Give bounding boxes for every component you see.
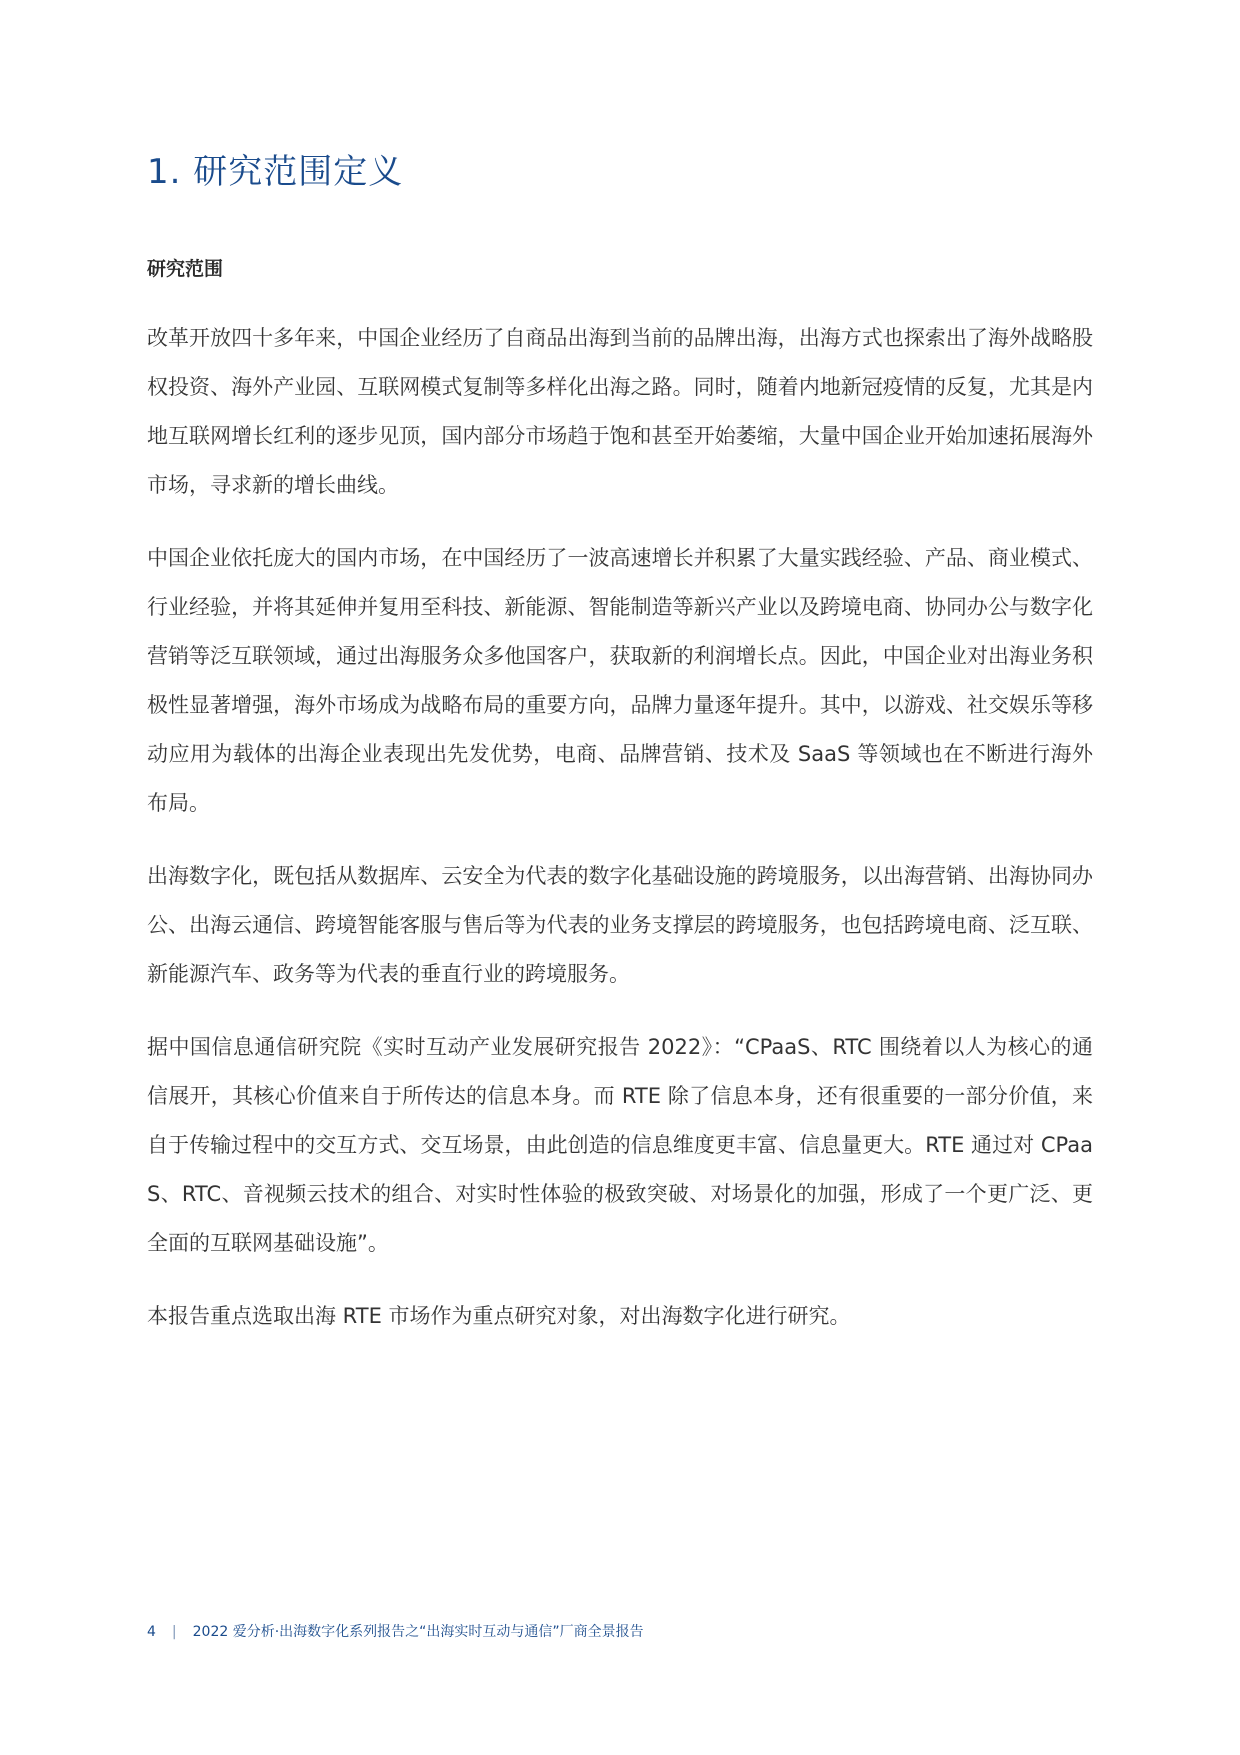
paragraph-domestic-market: 中国企业依托庞大的国内市场，在中国经历了一波高速增长并积累了大量实践经验、产品、商业模式、行业经验，并将其延伸并复用至科技、新能源、智能制造等新兴产业以及跨境电商、协同办公与数字化营销等泛互联领域，通过出海服务众多他国客户，获取新的利润增长点。因此，中国企业对出海业务积极性显著增强，海外市场成为战略布局的重要方向，品牌力量逐年提升。其中，以游戏、社交娱乐等移动应用为载体的出海企业表现出先发优势，电商、品牌营销、技术及 SaaS 等领域也在不断进行海外布局。 <box>147 546 1093 815</box>
body-text <box>147 314 1093 1365</box>
footer-report-title: 2022 爱分析·出海数字化系列报告之“出海实时互动与通信”厂商全景报告 <box>192 1624 644 1640</box>
page-title: 1. 研究范围定义 <box>147 152 404 192</box>
page-footer <box>147 1623 644 1643</box>
footer-separator: | <box>171 1624 177 1640</box>
paragraph-reform-opening: 改革开放四十多年来，中国企业经历了自商品出海到当前的品牌出海，出海方式也探索出了海外战略股权投资、海外产业园、互联网模式复制等多样化出海之路。同时，随着内地新冠疫情的反复，尤其是内地互联网增长红利的逐步见顶，国内部分市场趋于饱和甚至开始萎缩，大量中国企业开始加速拓展海外市场，寻求新的增长曲线。 <box>147 326 1093 497</box>
section-heading: 研究范围 <box>147 258 224 280</box>
paragraph-report-focus: 本报告重点选取出海 RTE 市场作为重点研究对象，对出海数字化进行研究。 <box>147 1304 851 1328</box>
paragraph-digitalization-scope: 出海数字化，既包括从数据库、云安全为代表的数字化基础设施的跨境服务，以出海营销、出海协同办公、出海云通信、跨境智能客服与售后等为代表的业务支撑层的跨境服务，也包括跨境电商、泛互联、新能源汽车、政务等为代表的垂直行业的跨境服务。 <box>147 864 1093 986</box>
page-number: 4 <box>147 1624 156 1640</box>
paragraph-caict-quote: 据中国信息通信研究院《实时互动产业发展研究报告 2022》：“CPaaS、RTC 围绕着以人为核心的通信展开，其核心价值来自于所传达的信息本身。而 RTE 除了信息本身，还有很重要的一部分价值，来自于传输过程中的交互方式、交互场景，由此创造的信息维度更丰富、信息量更大。RTE 通过对 CPaaS、RTC、音视频云技术的组合、对实时性体验的极致突破、对场景化的加强，形成了一个更广泛、更全面的互联网基础设施”。 <box>147 1035 1093 1255</box>
